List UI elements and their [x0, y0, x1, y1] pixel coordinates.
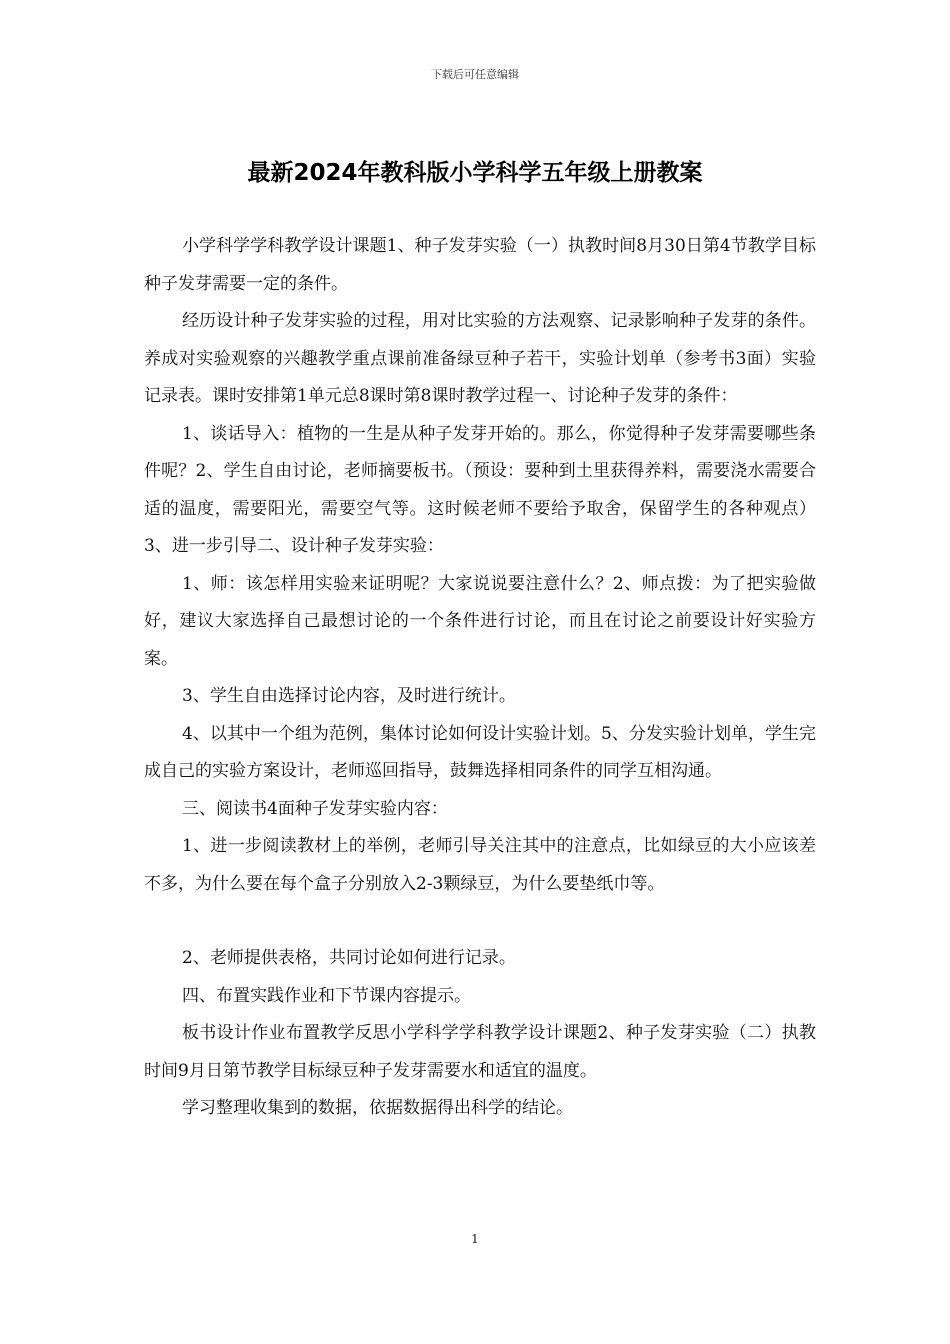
- paragraph: 三、阅读书4面种子发芽实验内容：: [182, 798, 448, 819]
- paragraph: 1、师：该怎样用实验来证明呢？大家说说要注意什么？2、师点拨：为了把实验做好，建议大家选择自己最想讨论的一个条件进行讨论，而且在讨论之前要设计好实验方案。: [144, 573, 816, 669]
- paragraph: 学习整理收集到的数据，依据数据得出科学的结论。: [182, 1098, 573, 1118]
- paragraph: 1、谈话导入：植物的一生是从种子发芽开始的。那么，你觉得种子发芽需要哪些条件呢？2、学生自由讨论，老师摘要板书。（预设：要种到土里获得养料，需要浇水需要合适的温度，需要阳光，需要空气等。这时候老师不要给予取舍，保留学生的各种观点）3、进一步引导二、设计种子发芽实验：: [144, 423, 816, 556]
- paragraph: 1、进一步阅读教材上的举例，老师引导关注其中的注意点，比如绿豆的大小应该差不多，为什么要在每个盒子分别放入2-3颗绿豆，为什么要垫纸巾等。: [144, 836, 816, 894]
- page-number: 1: [471, 1232, 479, 1246]
- page-header: 下载后可任意编辑: [431, 68, 519, 81]
- paragraph: 经历设计种子发芽实验的过程，用对比实验的方法观察、记录影响种子发芽的条件。养成对实验观察的兴趣教学重点课前准备绿豆种子若干，实验计划单（参考书3面）实验记录表。课时安排第1单元总8课时第8课时教学过程一、讨论种子发芽的条件：: [144, 311, 816, 406]
- paragraph: 四、布置实践作业和下节课内容提示。: [182, 985, 471, 1006]
- paragraph: 3、学生自由选择讨论内容，及时进行统计。: [182, 686, 516, 706]
- paragraph: 板书设计作业布置教学反思小学科学学科教学设计课题2、种子发芽实验（二）执教时间9月日第节教学目标绿豆种子发芽需要水和适宜的温度。: [144, 1023, 816, 1081]
- document-title: 最新2024年教科版小学科学五年级上册教案: [247, 160, 703, 186]
- document-body: [144, 228, 816, 1128]
- paragraph: 小学科学学科教学设计课题1、种子发芽实验（一）执教时间8月30日第4节教学目标种子发芽需要一定的条件。: [144, 236, 816, 294]
- paragraph: 4、以其中一个组为范例，集体讨论如何设计实验计划。5、分发实验计划单，学生完成自己的实验方案设计，老师巡回指导，鼓舞选择相同条件的同学互相沟通。: [144, 723, 816, 781]
- paragraph: 2、老师提供表格，共同讨论如何进行记录。: [182, 948, 516, 968]
